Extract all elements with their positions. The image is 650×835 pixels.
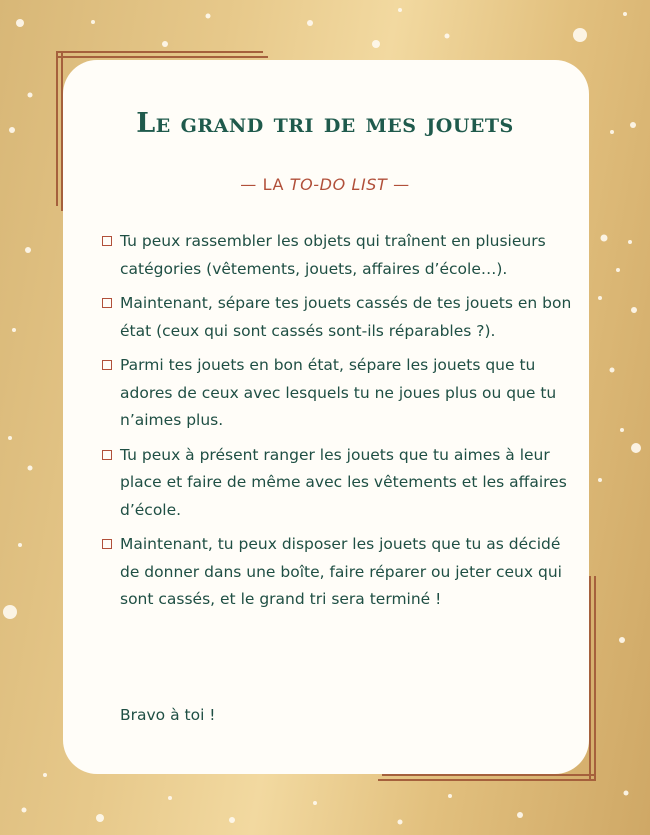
todo-item	[102, 531, 572, 614]
todo-item	[102, 228, 572, 283]
frame-corner-bottom-right-horizontal-2	[378, 779, 596, 781]
frame-corner-bottom-right-horizontal-1	[382, 774, 596, 776]
subtitle-todo-list: TO-DO LIST	[289, 175, 388, 194]
todo-item-text: Maintenant, tu peux disposer les jouets que tu as décidé de donner dans une boîte, faire réparer ou jeter ceux qui sont cassés, et le grand tri sera terminé !	[120, 535, 562, 608]
todo-item	[102, 290, 572, 345]
subtitle	[0, 175, 650, 194]
checkbox-icon[interactable]	[102, 360, 112, 370]
todo-item	[102, 352, 572, 435]
todo-item	[102, 442, 572, 525]
page-title: Le grand tri de mes jouets	[136, 108, 514, 139]
todo-item-text: Maintenant, sépare tes jouets cassés de tes jouets en bon état (ceux qui sont cassés sont-ils réparables ?).	[120, 294, 572, 340]
checkbox-icon[interactable]	[102, 539, 112, 549]
frame-corner-top-left-horizontal-2	[56, 56, 268, 58]
closing-text: Bravo à toi !	[120, 706, 216, 724]
frame-corner-bottom-right-vertical-2	[594, 576, 596, 781]
checkbox-icon[interactable]	[102, 236, 112, 246]
todo-item-text: Parmi tes jouets en bon état, sépare les jouets que tu adores de ceux avec lesquels tu ne joues plus ou que tu n’aimes plus.	[120, 356, 557, 429]
todo-item-text: Tu peux à présent ranger les jouets que tu aimes à leur place et faire de même avec les vêtements et les affaires d’école.	[120, 445, 567, 519]
checkbox-icon[interactable]	[102, 450, 112, 460]
todo-item-text: Tu peux rassembler les objets qui traînent en plusieurs catégories (vêtements, jouets, affaires d’école…).	[120, 232, 546, 278]
todo-list	[102, 228, 572, 621]
subtitle-dash-right: —	[387, 175, 410, 194]
frame-corner-top-left-horizontal-1	[56, 51, 263, 53]
checkbox-icon[interactable]	[102, 298, 112, 308]
frame-corner-bottom-right-vertical-1	[589, 576, 591, 781]
subtitle-dash-left: — LA	[240, 175, 290, 194]
